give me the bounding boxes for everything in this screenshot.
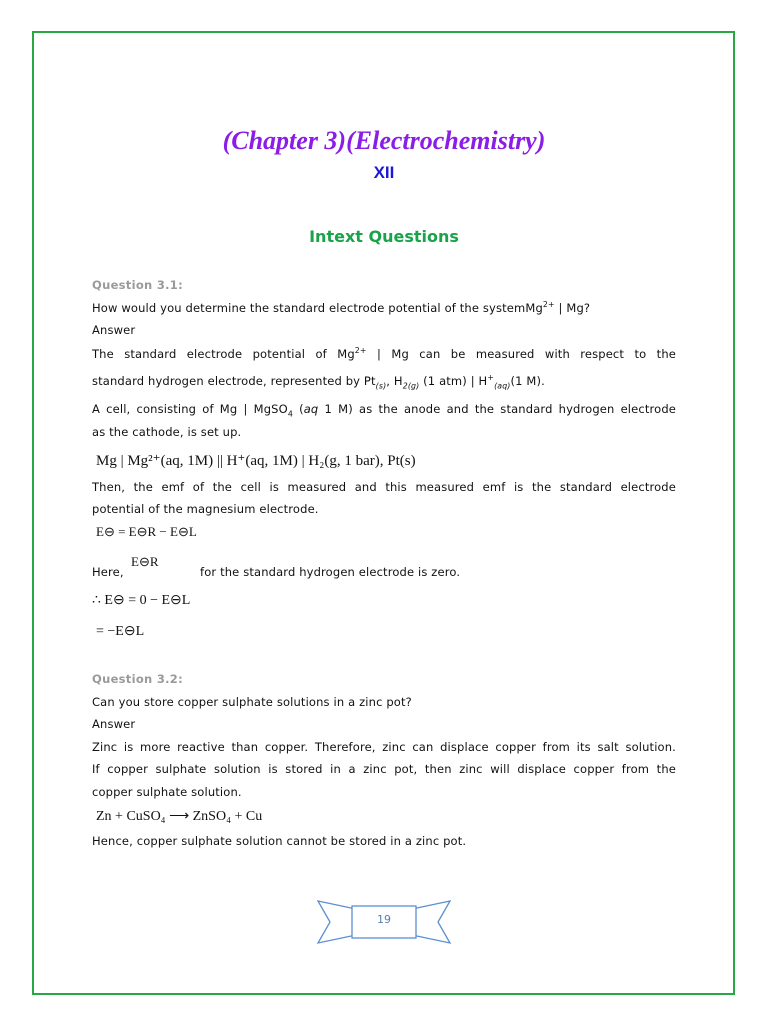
here-text: for the standard hydrogen electrode is zero. [200,565,461,579]
answer-2-conclusion: Hence, copper sulphate solution cannot be stored in a zinc pot. [92,834,467,848]
answer-paragraph-2-cont: as the cathode, is set up. [92,425,242,439]
question-3-1-text: How would you determine the standard electrode potential of the systemMg$^{2+}$ | Mg? [92,300,591,315]
page-number: 19 [377,913,391,926]
equation-result: = −E⊖L [96,624,145,639]
question-3-2-label: Question 3.2: [92,672,184,686]
reaction-equation: Zn + CuSO₄ ⟶ ZnSO₄ + Cu [96,809,263,824]
answer-paragraph-2: A cell, consisting of Mg | MgSO$_4$ (aq 1 M) as the anode and the standard hydrogen electrode [92,402,676,419]
equation-emf: E⊖ = E⊖R − E⊖L [96,524,197,539]
section-heading: Intext Questions [309,227,459,246]
answer-paragraph-3-cont: potential of the magnesium electrode. [92,502,319,516]
answer-paragraph-1-cont: standard hydrogen electrode, represented by $Pt_{(s)}$, $H_{2(g)}$ (1 atm) | $H^+_{(aq)}(1$ M). [92,373,545,391]
answer-paragraph-1: The standard electrode potential of $Mg^{2+}$ | Mg can be measured with respect to the [92,346,676,361]
question-3-2-text: Can you store copper sulphate solutions in a zinc pot? [92,695,412,709]
here-label: Here, [92,565,124,579]
answer-label: Answer [92,323,136,337]
answer-2-paragraph-3: copper sulphate solution. [92,785,242,799]
answer-label-2: Answer [92,717,136,731]
answer-paragraph-3: Then, the emf of the cell is measured and this measured emf is the standard electrode [92,480,676,494]
cell-notation: Mg | Mg²⁺(aq, 1M) || H⁺(aq, 1M) | H₂(g, 1 bar), Pt(s) [96,453,416,469]
here-symbol: E⊖R [131,554,159,569]
question-3-1-label: Question 3.1: [92,278,184,292]
class-label: XII [373,163,395,182]
answer-2-paragraph-2: If copper sulphate solution is stored in a zinc pot, then zinc will displace copper from the [92,762,676,776]
answer-2-paragraph-1: Zinc is more reactive than copper. Therefore, zinc can displace copper from its salt solution. [92,740,676,754]
page-number-badge [316,897,452,947]
chapter-title: (Chapter 3)(Electrochemistry) [222,126,546,155]
equation-therefore: ∴ E⊖ = 0 − E⊖L [92,593,191,608]
